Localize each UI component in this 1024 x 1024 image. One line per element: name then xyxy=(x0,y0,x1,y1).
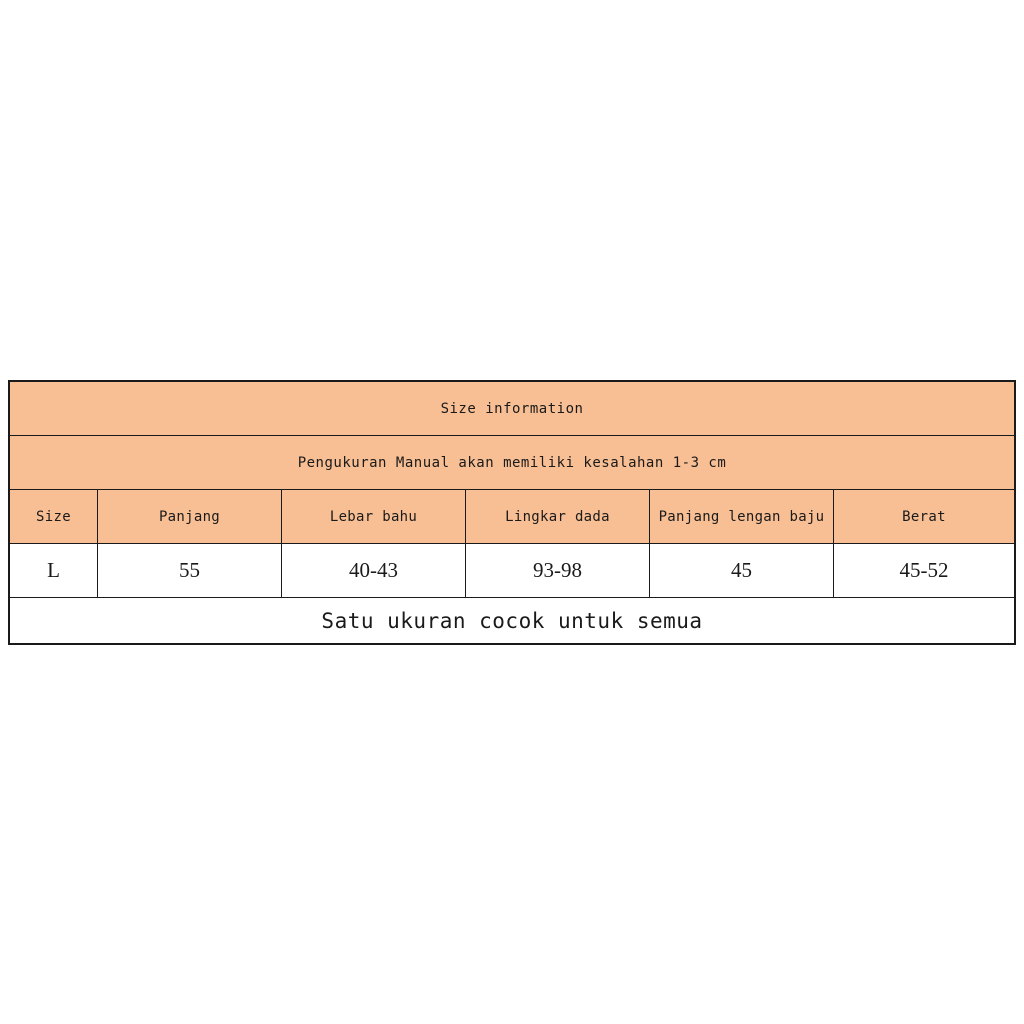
table-cell-panjang-lengan-baju xyxy=(650,544,834,597)
size-table xyxy=(8,380,1016,645)
measurement-note: Pengukuran Manual akan memiliki kesalahan 1-3 cm xyxy=(297,454,727,471)
table-cell-lebar-bahu xyxy=(282,544,466,597)
column-header-label: Panjang xyxy=(158,508,221,525)
fit-note: Satu ukuran cocok untuk semua xyxy=(321,608,703,633)
cell-value: 45-52 xyxy=(899,558,949,582)
column-header-label: Size xyxy=(36,508,71,525)
cell-value: 55 xyxy=(179,558,200,582)
table-cell-berat xyxy=(834,544,1014,597)
table-cell-size xyxy=(10,544,98,597)
column-header-size xyxy=(10,490,98,543)
table-footer-row xyxy=(10,598,1014,643)
table-note-cell xyxy=(10,436,1014,489)
column-header-label: Lingkar dada xyxy=(505,508,610,525)
table-title: Size information xyxy=(440,400,584,417)
column-header-label: Berat xyxy=(902,508,946,525)
column-header-panjang xyxy=(98,490,282,543)
cell-value: L xyxy=(47,558,60,582)
table-footer-cell xyxy=(10,598,1014,643)
column-header-panjang-lengan-baju xyxy=(650,490,834,543)
cell-value: 45 xyxy=(731,558,752,582)
column-header-lebar-bahu xyxy=(282,490,466,543)
table-row xyxy=(10,544,1014,598)
table-note-row xyxy=(10,436,1014,490)
table-title-row xyxy=(10,382,1014,436)
column-header-berat xyxy=(834,490,1014,543)
column-header-lingkar-dada xyxy=(466,490,650,543)
column-header-label: Lebar bahu xyxy=(329,508,418,525)
cell-value: 40-43 xyxy=(349,558,398,582)
table-cell-panjang xyxy=(98,544,282,597)
table-cell-lingkar-dada xyxy=(466,544,650,597)
cell-value: 93-98 xyxy=(533,558,582,582)
column-header-label: Panjang lengan baju xyxy=(658,508,825,525)
table-header-row xyxy=(10,490,1014,544)
table-title-cell xyxy=(10,382,1014,435)
